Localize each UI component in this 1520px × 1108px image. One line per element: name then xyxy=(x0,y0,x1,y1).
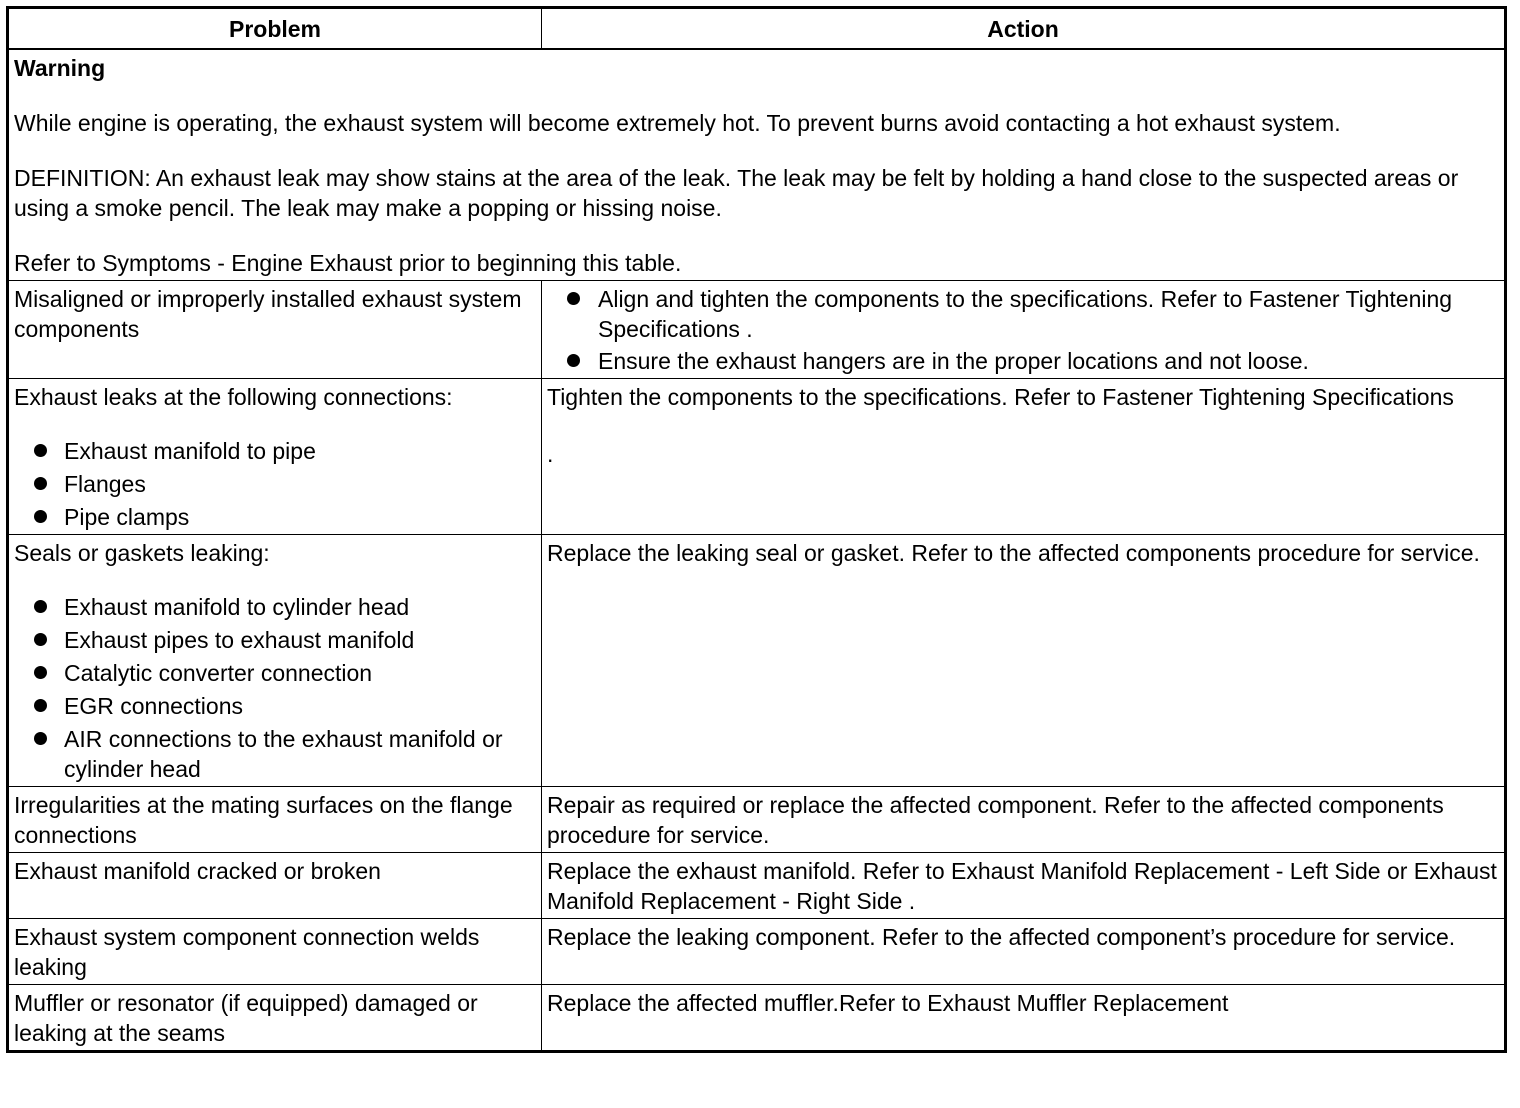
problem-cell xyxy=(8,379,542,535)
action-list xyxy=(547,284,1498,376)
list-item: Align and tighten the components to the specifications. Refer to Fastener Tightening Specifications . xyxy=(547,284,1498,344)
warning-title: Warning xyxy=(14,55,106,81)
warning-text: While engine is operating, the exhaust system will become extremely hot. To prevent burns avoid contacting a hot exhaust system. xyxy=(14,110,1341,136)
header-action: Action xyxy=(542,8,1506,50)
problem-cell: Irregularities at the mating surfaces on the flange connections xyxy=(8,787,542,853)
table-row xyxy=(8,985,1506,1052)
problem-cell xyxy=(8,535,542,787)
action-cell xyxy=(542,379,1506,535)
action-cell xyxy=(542,281,1506,379)
problem-list xyxy=(14,592,535,784)
list-item: EGR connections xyxy=(14,691,535,721)
action-extra: . xyxy=(547,441,554,467)
problem-cell: Exhaust manifold cracked or broken xyxy=(8,853,542,919)
definition-text: DEFINITION: An exhaust leak may show stains at the area of the leak. The leak may be felt by holding a hand close to the suspected areas or using a smoke pencil. The leak may make a popping or hissing noise. xyxy=(14,165,1459,221)
table-row xyxy=(8,535,1506,787)
list-item: Flanges xyxy=(14,469,535,499)
header-problem: Problem xyxy=(8,8,542,50)
table-row xyxy=(8,281,1506,379)
action-cell: Replace the exhaust manifold. Refer to Exhaust Manifold Replacement - Left Side or Exhaust Manifold Replacement - Right Side . xyxy=(542,853,1506,919)
table-row xyxy=(8,853,1506,919)
problem-cell: Exhaust system component connection welds leaking xyxy=(8,919,542,985)
problem-list xyxy=(14,436,535,532)
problem-intro: Exhaust leaks at the following connections: xyxy=(14,384,453,410)
problem-cell: Muffler or resonator (if equipped) damaged or leaking at the seams xyxy=(8,985,542,1052)
action-cell: Repair as required or replace the affected component. Refer to the affected components procedure for service. xyxy=(542,787,1506,853)
diagnostic-table xyxy=(6,6,1507,1053)
list-item: Exhaust manifold to cylinder head xyxy=(14,592,535,622)
warning-row xyxy=(8,49,1506,281)
list-item: Catalytic converter connection xyxy=(14,658,535,688)
action-cell: Replace the leaking seal or gasket. Refer to the affected components procedure for service. xyxy=(542,535,1506,787)
list-item: Pipe clamps xyxy=(14,502,535,532)
table-row xyxy=(8,787,1506,853)
refer-text: Refer to Symptoms - Engine Exhaust prior to beginning this table. xyxy=(14,250,682,276)
problem-intro: Seals or gaskets leaking: xyxy=(14,540,270,566)
table-row xyxy=(8,919,1506,985)
table-row xyxy=(8,379,1506,535)
list-item: Exhaust pipes to exhaust manifold xyxy=(14,625,535,655)
action-cell: Replace the leaking component. Refer to the affected component’s procedure for service. xyxy=(542,919,1506,985)
list-item: Ensure the exhaust hangers are in the proper locations and not loose. xyxy=(547,346,1498,376)
action-cell: Replace the affected muffler.Refer to Exhaust Muffler Replacement xyxy=(542,985,1506,1052)
warning-cell xyxy=(8,49,1506,281)
table-header-row xyxy=(8,8,1506,50)
action-text: Tighten the components to the specifications. Refer to Fastener Tightening Specifications xyxy=(547,384,1454,410)
list-item: AIR connections to the exhaust manifold or cylinder head xyxy=(14,724,535,784)
list-item: Exhaust manifold to pipe xyxy=(14,436,535,466)
problem-cell: Misaligned or improperly installed exhaust system components xyxy=(8,281,542,379)
